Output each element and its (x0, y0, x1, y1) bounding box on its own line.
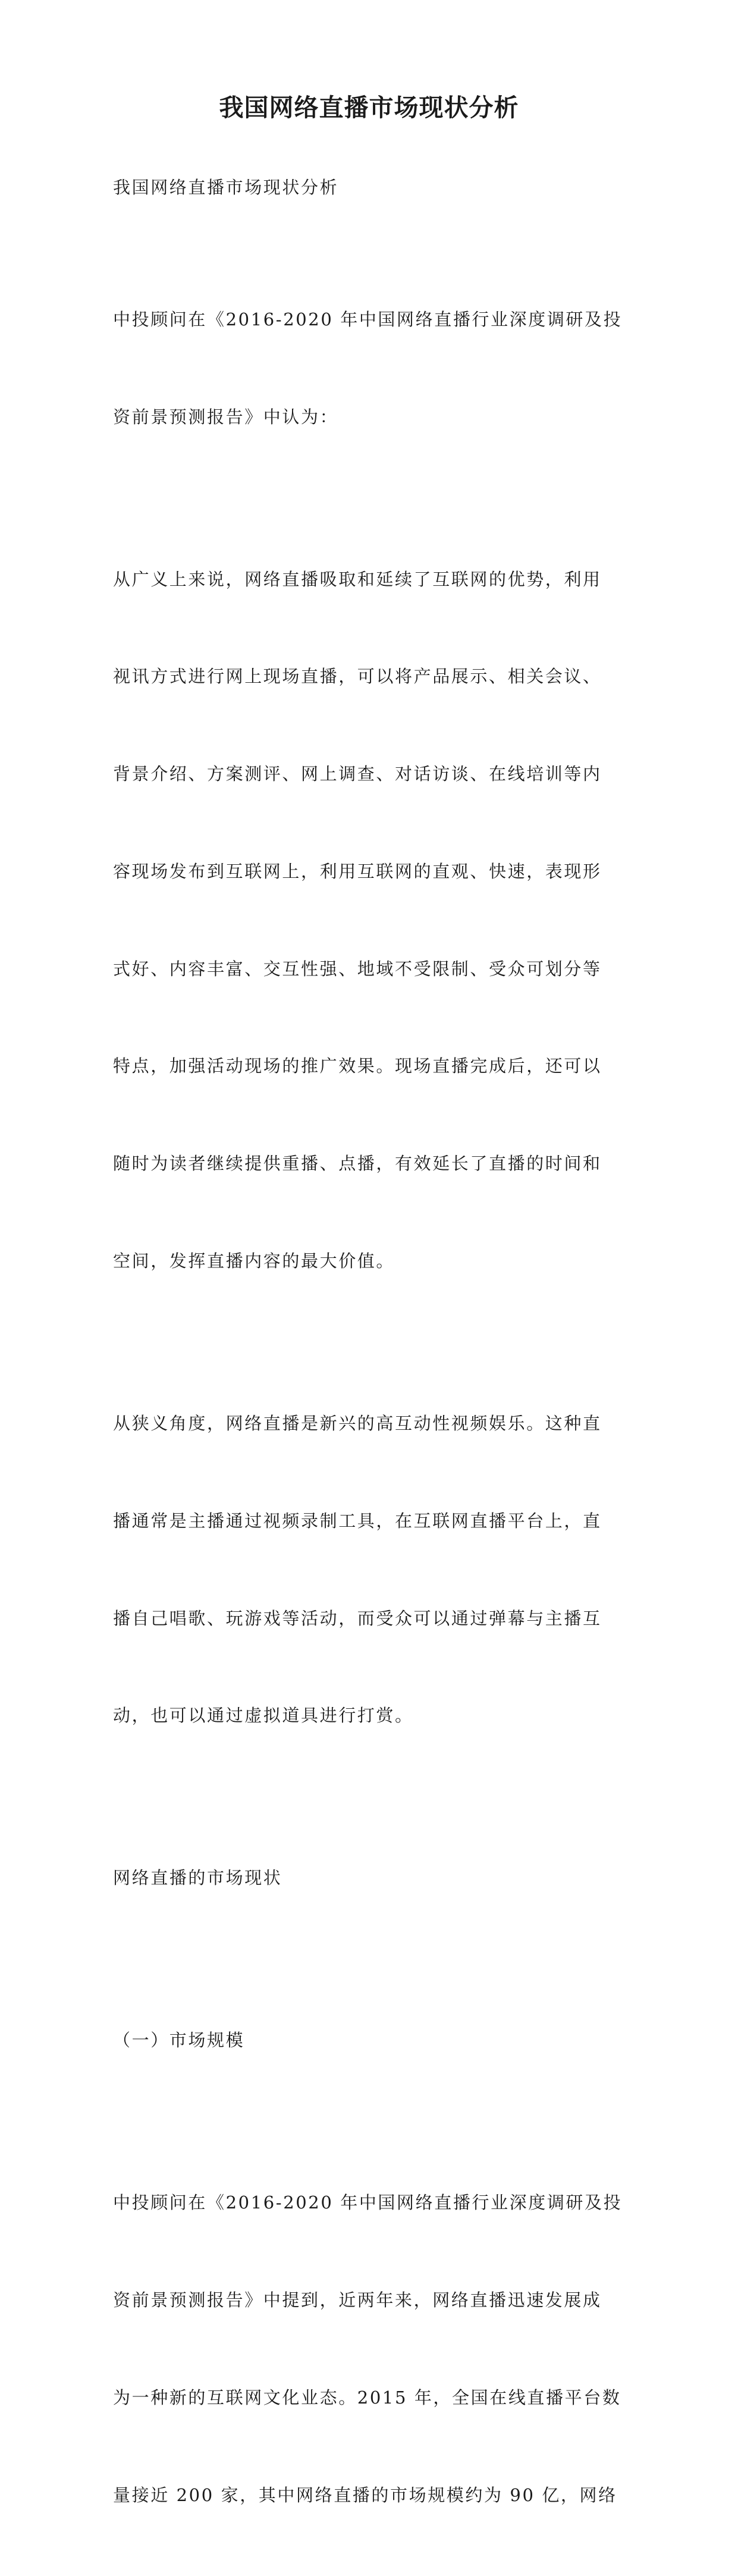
document-title: 我国网络直播市场现状分析 (219, 93, 519, 122)
text-line: 从狭义角度，网络直播是新兴的高互动性视频娱乐。这种直 (113, 1413, 602, 1433)
paragraph-market-size (113, 2122, 636, 2576)
paragraph-intro (113, 239, 636, 498)
text-line: 背景介绍、方案测评、网上调查、对话访谈、在线培训等内 (113, 764, 602, 785)
paragraph-narrow-definition (113, 1342, 636, 1797)
text-line: 中投顾问在《2016-2020 年中国网络直播行业深度调研及投 (113, 2192, 623, 2213)
text-line: 为一种新的互联网文化业态。2015 年，全国在线直播平台数 (113, 2387, 621, 2408)
document-subtitle: 我国网络直播市场现状分析 (113, 177, 339, 197)
text-line: 空间，发挥直播内容的最大价值。 (113, 1251, 395, 1271)
text-line: 式好、内容丰富、交互性强、地域不受限制、受众可划分等 (113, 958, 602, 979)
text-line: 动，也可以通过虚拟道具进行打赏。 (113, 1705, 414, 1726)
text-line: 播自己唱歌、玩游戏等活动，而受众可以通过弹幕与主播互 (113, 1608, 602, 1629)
text-line: 从广义上来说，网络直播吸取和延续了互联网的优势，利用 (113, 569, 602, 589)
spacer (113, 204, 636, 239)
text-line: 网络直播的市场现状 (113, 1868, 282, 1888)
text-line: （一）市场规模 (113, 2030, 245, 2051)
text-line: 量接近 200 家，其中网络直播的市场规模约为 90 亿，网络 (113, 2484, 617, 2505)
subsection-heading (113, 1959, 636, 2122)
paragraph-broad-definition (113, 498, 636, 1342)
document-body (113, 171, 636, 2576)
text-line: 资前景预测报告》中认为： (113, 406, 339, 427)
text-line: 随时为读者继续提供重播、点播，有效延长了直播的时间和 (113, 1153, 602, 1174)
text-line: 中投顾问在《2016-2020 年中国网络直播行业深度调研及投 (113, 309, 623, 330)
text-line: 资前景预测报告》中提到，近两年来，网络直播迅速发展成 (113, 2290, 602, 2310)
section-heading (113, 1797, 636, 1959)
text-line: 视讯方式进行网上现场直播，可以将产品展示、相关会议、 (113, 666, 602, 687)
text-line: 特点，加强活动现场的推广效果。现场直播完成后，还可以 (113, 1056, 602, 1077)
text-line: 播通常是主播通过视频录制工具，在互联网直播平台上，直 (113, 1510, 602, 1531)
text-line: 容现场发布到互联网上，利用互联网的直观、快速，表现形 (113, 861, 602, 881)
